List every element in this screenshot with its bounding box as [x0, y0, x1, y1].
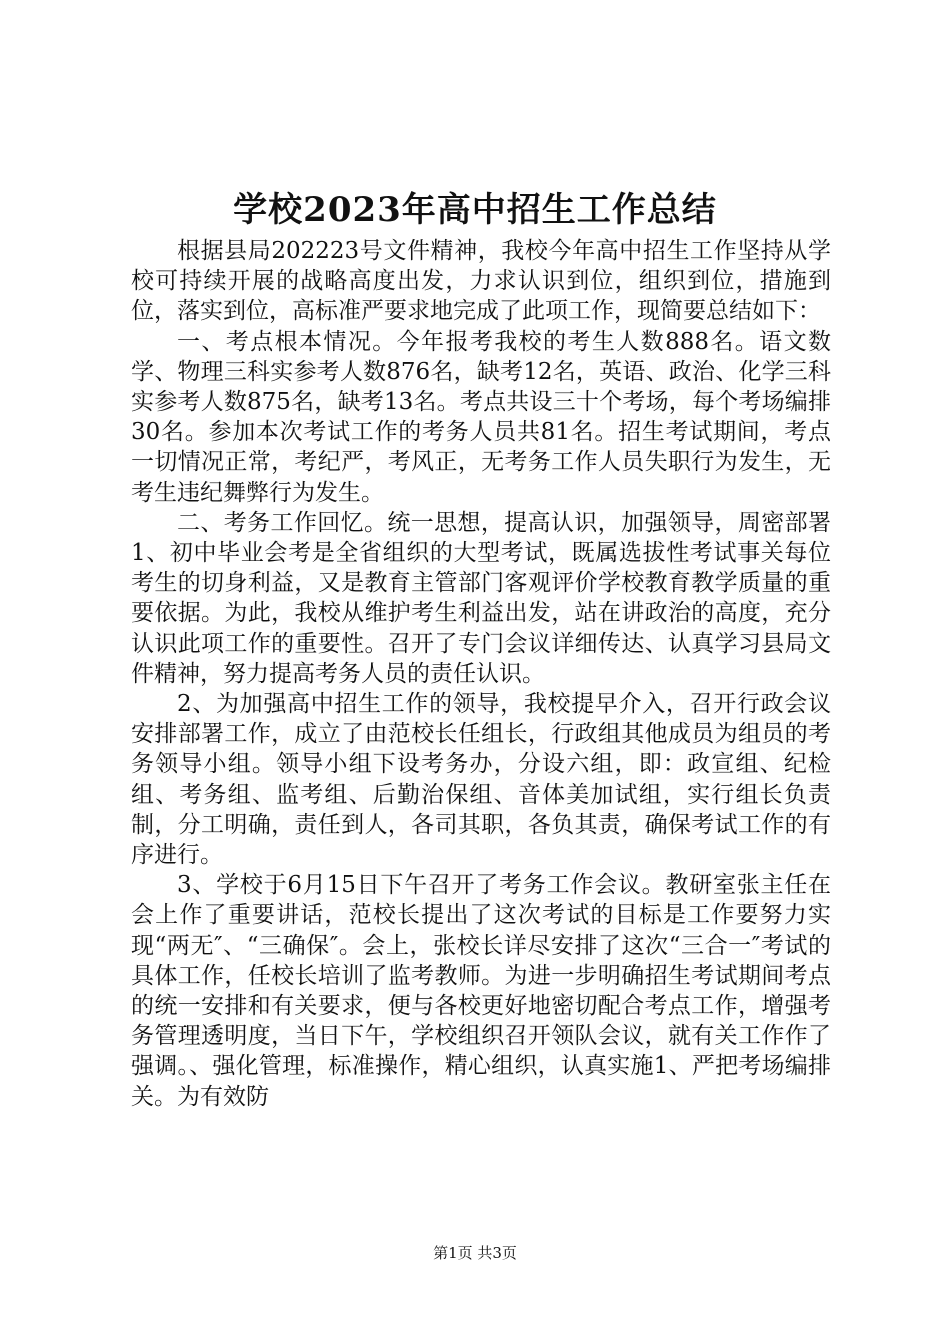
paragraph-section-1: 一、考点根本情况。今年报考我校的考生人数888名。语文数学、物理三科实参考人数876名，缺考12名，英语、政治、化学三科实参考人数875名，缺考13名。考点共设三十个考场，每个考场编排30名。参加本次考试工作的考务人员共81名。招生考试期间，考点一切情况正常，考纪严，考风正，无考务工作人员失职行为发生，无考生违纪舞弊行为发生。: [131, 328, 831, 506]
paragraph-item-2: 2、为加强高中招生工作的领导，我校提早介入，召开行政会议安排部署工作，成立了由范校长任组长，行政组其他成员为组员的考务领导小组。领导小组下设考务办，分设六组，即：政宣组、纪检组、考务组、监考组、后勤治保组、音体美加试组，实行组长负责制，分工明确，责任到人，各司其职，各负其责，确保考试工作的有序进行。: [131, 691, 831, 869]
page-number-footer: 第1页 共3页: [433, 1244, 517, 1262]
paragraph-section-2: 二、考务工作回忆。统一思想，提高认识，加强领导，周密部署1、初中毕业会考是全省组织的大型考试，既属选拔性考试事关每位考生的切身利益，又是教育主管部门客观评价学校教育教学质量的重要依据。为此，我校从维护考生利益出发，站在讲政治的高度，充分认识此项工作的重要性。召开了专门会议详细传达、认真学习县局文件精神，努力提高考务人员的责任认识。: [131, 509, 831, 687]
paragraph-item-3: 3、学校于6月15日下午召开了考务工作会议。教研室张主任在会上作了重要讲话，范校长提出了这次考试的目标是工作要努力实现“两无″、“三确保″。会上，张校长详尽安排了这次“三合一″考试的具体工作，任校长培训了监考教师。为进一步明确招生考试期间考点的统一安排和有关要求，便与各校更好地密切配合考点工作，增强考务管理透明度，当日下午，学校组织召开领队会议，就有关工作作了强调。、强化管理，标准操作，精心组织，认真实施1、严把考场编排关。为有效防: [131, 872, 831, 1110]
paragraph-intro: 根据县局202223号文件精神，我校今年高中招生工作坚持从学校可持续开展的战略高度出发，力求认识到位，组织到位，措施到位，落实到位，高标准严要求地完成了此项工作，现简要总结如下：: [131, 238, 831, 325]
document-title: 学校2023年高中招生工作总结: [233, 190, 717, 230]
document-body: [131, 236, 831, 1112]
